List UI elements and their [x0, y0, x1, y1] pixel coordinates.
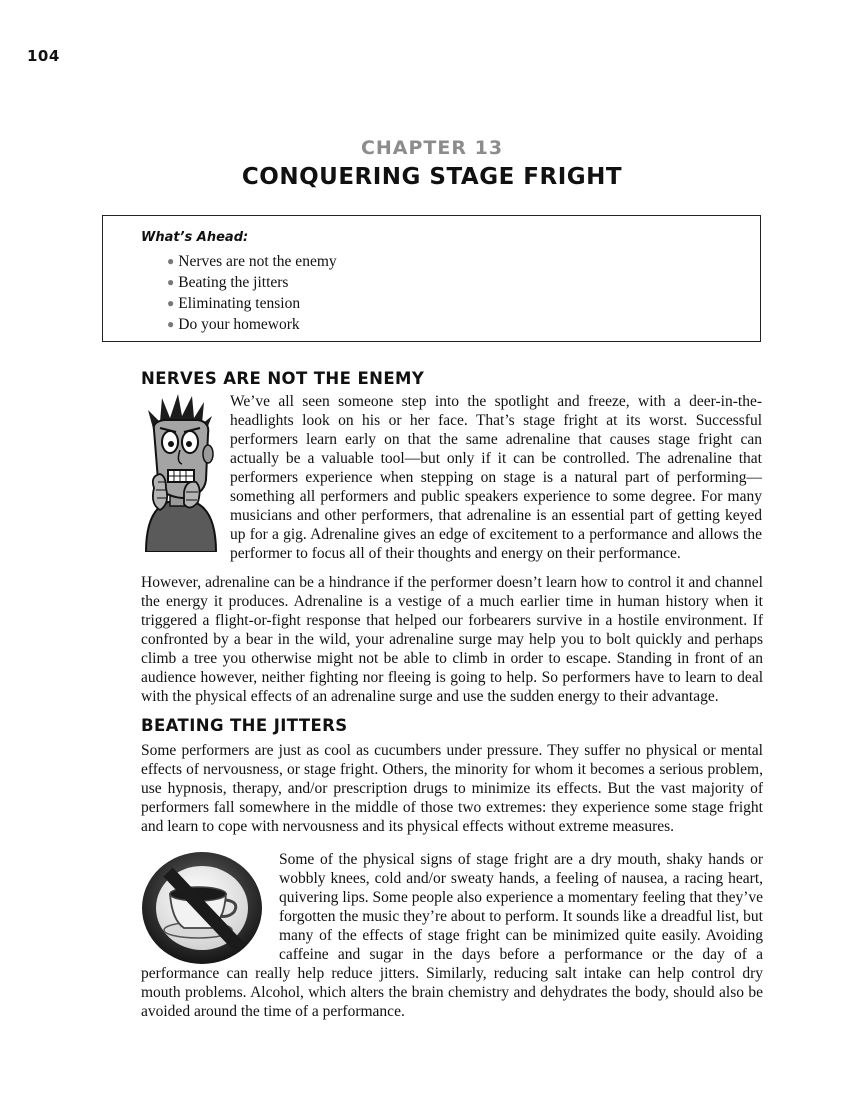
- chapter-label: CHAPTER 13: [360, 137, 504, 159]
- bullet-icon: ●: [167, 296, 175, 310]
- section-heading-jitters: BEATING THE JITTERS: [141, 716, 348, 735]
- nervous-face-illustration: [140, 392, 218, 552]
- page-number: 104: [27, 47, 60, 65]
- nervous-face-icon: [140, 392, 218, 552]
- whats-ahead-list: [167, 251, 337, 335]
- list-item: ● Nerves are not the enemy: [167, 253, 337, 270]
- paragraph: Some performers are just as cool as cucumbers under pressure. They suffer no physical or mental effects of nervousness, or stage fright. Others, the minority for whom it becomes a serious problem, use hypnosis, therapy, and/or prescription drugs to minimize its effects. But the vast majority of performers fall somewhere in the middle of those two extremes: they experience some stage fright and learn to cope with nervousness and its physical effects without extreme measures.: [141, 742, 763, 835]
- list-item: ● Beating the jitters: [167, 274, 289, 291]
- paragraph: However, adrenaline can be a hindrance if the performer doesn’t learn how to control it and channel the energy it produces. Adrenaline is a vestige of a much earlier time in human history when it triggered a flight-or-fight response that helped our forbearers survive in a hostile environment. If confronted by a bear in the wild, your adrenaline surge may help you to bolt quickly and perhaps climb a tree you otherwise might not be able to climb in order to escape. Standing in front of an audience however, neither fighting nor fleeing is going to help. So performers have to learn to deal with the physical effects of an adrenaline surge and use the sudden energy to their advantage.: [141, 574, 763, 705]
- section-heading-nerves: NERVES ARE NOT THE ENEMY: [141, 369, 425, 388]
- bullet-icon: ●: [167, 254, 175, 268]
- paragraph-with-figure: Some of the physical signs of stage fright are a dry mouth, shaky hands or wobbly knees, cold and/or sweaty hands, a feeling of nausea, a racing heart, quivering lips. Some people also experience a momentary feeling that they’ve forgotten the music they’re about to perform. It sounds like a dreadful list, but many of the effects of stage fright can be minimized quite easily. Avoiding caffeine and sugar in the days before a performance or the day of a performance can really help reduce jitters. Similarly, reducing salt intake can help control dry mouth problems. Alcohol, which alters the brain chemistry and dehydrates the body, should also be avoided around the time of a performance.: [141, 851, 763, 1020]
- list-item: ● Eliminating tension: [167, 295, 301, 312]
- bullet-icon: ●: [167, 275, 175, 289]
- list-item: ● Do your homework: [167, 316, 300, 333]
- whats-ahead-label: What’s Ahead:: [141, 230, 249, 245]
- bullet-icon: ●: [167, 317, 175, 331]
- whats-ahead-box: [102, 215, 761, 342]
- paragraph: We’ve all seen someone step into the spotlight and freeze, with a deer-in-the-headlights look on his or her face. That’s stage fright at its worst. Successful performers learn early on that the same adrenaline that causes stage fright can actually be a valuable tool—but only if it can be controlled. The adrenaline that performers experience when stepping on stage is a natural part of performing—something all performers and public speakers experience to some degree. For many musicians and other performers, that adrenaline is an essential part of getting keyed up for a gig. Adrenaline gives an edge of excitement to a performance and allows the performer to focus all of their thoughts and energy on their performance.: [230, 393, 762, 562]
- figure-spacer: [141, 850, 279, 964]
- chapter-title: CONQUERING STAGE FRIGHT: [241, 164, 623, 190]
